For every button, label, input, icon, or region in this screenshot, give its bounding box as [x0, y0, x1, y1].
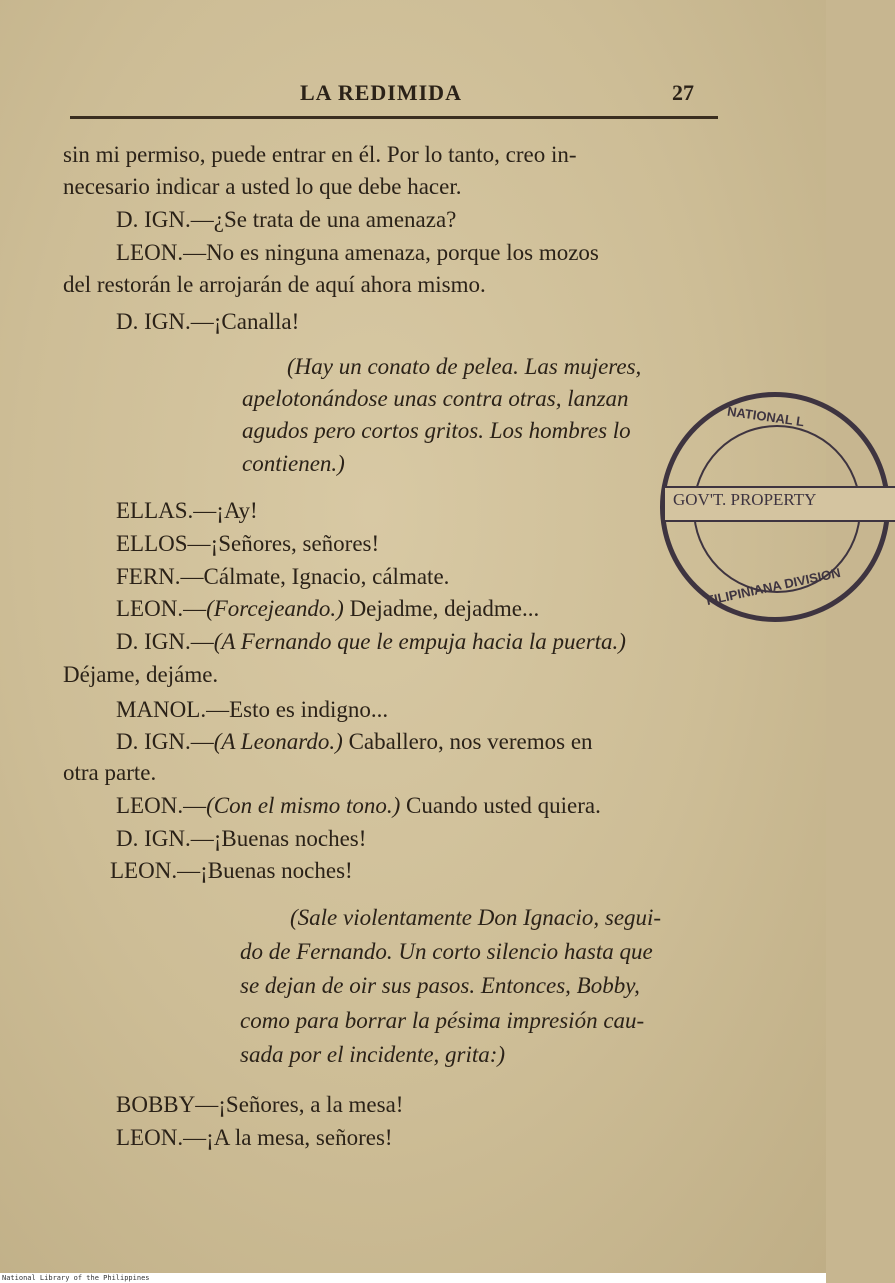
stage-direction-line: apelotonándose unas contra otras, lanzan	[242, 386, 629, 411]
text-line: FERN.—Cálmate, Ignacio, cálmate.	[116, 564, 450, 589]
page-number: 27	[672, 80, 694, 105]
stage-direction-line: (Hay un conato de pelea. Las mujeres,	[287, 354, 642, 379]
text-line: D. IGN.—¿Se trata de una amenaza?	[116, 207, 457, 232]
text-line: D. IGN.—(A Leonardo.) Caballero, nos veremos en	[116, 729, 593, 754]
stage-direction-line: contienen.)	[242, 451, 345, 476]
header-rule	[70, 116, 718, 119]
stage-direction-line: se dejan de oir sus pasos. Entonces, Bobby,	[240, 973, 640, 998]
text-line: del restorán le arrojarán de aquí ahora mismo.	[63, 272, 486, 297]
text-line: sin mi permiso, puede entrar en él. Por lo tanto, creo in-	[63, 142, 577, 167]
text-line: Déjame, dejáme.	[63, 662, 219, 687]
stamp-arc-top-text: NATIONAL L	[726, 403, 806, 430]
text-line: D. IGN.—¡Canalla!	[116, 309, 300, 334]
text-line: ELLOS—¡Señores, señores!	[116, 531, 380, 556]
text-line: D. IGN.—¡Buenas noches!	[116, 826, 367, 851]
text-line: LEON.—(Con el mismo tono.) Cuando usted quiera.	[116, 793, 601, 818]
text-line: MANOL.—Esto es indigno...	[116, 697, 389, 722]
text-line: ELLAS.—¡Ay!	[116, 498, 258, 523]
stage-direction-line: como para borrar la pésima impresión cau-	[240, 1008, 645, 1033]
stamp-band-text: GOV'T. PROPERTY	[673, 490, 817, 509]
text-line: BOBBY—¡Señores, a la mesa!	[116, 1092, 404, 1117]
stage-direction-line: (Sale violentamente Don Ignacio, segui-	[290, 905, 662, 930]
text-line: LEON.—(Forcejeando.) Dejadme, dejadme...	[116, 596, 540, 621]
text-line: necesario indicar a usted lo que debe hacer.	[63, 174, 462, 199]
text-line: LEON.—¡Buenas noches!	[110, 858, 353, 883]
stamp-arc-bottom-text: FILIPINIANA DIVISION	[704, 564, 842, 609]
stage-direction-line: sada por el incidente, grita:)	[240, 1042, 506, 1067]
text-line: LEON.—No es ninguna amenaza, porque los mozos	[116, 240, 599, 265]
text-line: LEON.—¡A la mesa, señores!	[116, 1125, 393, 1150]
library-stamp	[660, 392, 890, 622]
stage-direction-line: agudos pero cortos gritos. Los hombres lo	[242, 418, 631, 443]
running-head: LA REDIMIDA	[300, 80, 462, 105]
stage-direction-line: do de Fernando. Un corto silencio hasta que	[240, 939, 653, 964]
stamp-band	[665, 486, 895, 522]
text-line: otra parte.	[63, 760, 157, 785]
footer-credit: National Library of the Philippines	[2, 1274, 150, 1282]
text-line: D. IGN.—(A Fernando que le empuja hacia la puerta.)	[116, 629, 626, 654]
